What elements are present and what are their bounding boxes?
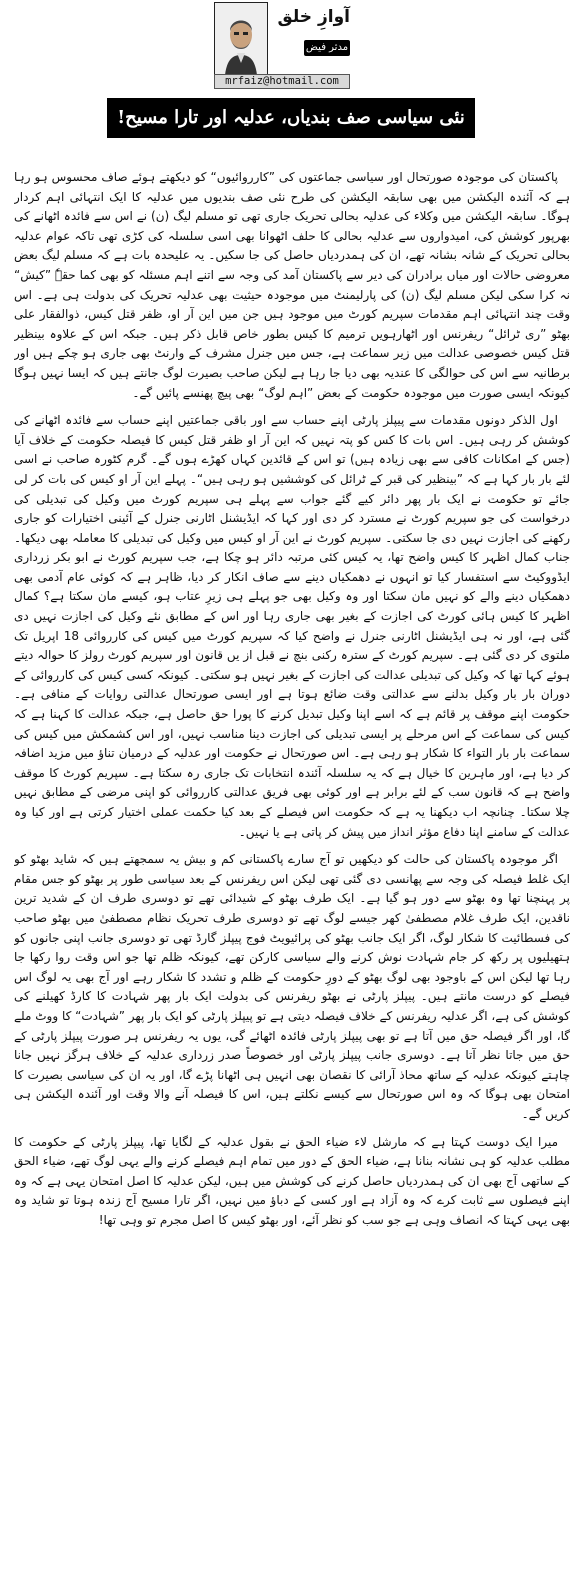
author-portrait-icon <box>215 3 267 75</box>
article-paragraph-4: میرا ایک دوست کہتا ہے کہ مارشل لاء ضیاء الحق نے بقول عدلیہ کے لگایا تھا، پیپلز پارٹی کے حکومت کا مطلب عدلیہ کو ہی نشانہ بنانا ہے، ضیاء الحق کے دور میں تمام اہم فیصلے کرنے والے یہی لوگ تھے، ضیاء الحق کے ساتھی آج بھی ان کی ہمدردیاں حاصل کرنے کی کوشش میں ہیں، لیکن عدلیہ کا اصل امتحان یہی ہے کہ وہ اپنے فیصلوں سے ثابت کرے کہ وہ آزاد ہے اور کسی کے دباؤ میں نہیں، اگر تارا مسیح آج زندہ ہوتا تو شاید وہ بھی یہی کہتا کہ انصاف وہی ہے جو سب کو نظر آئے، اور بھٹو کیس کا اصل مجرم تو وہی تھا! <box>14 1134 570 1227</box>
author-byline: مدثر فیض <box>304 40 350 56</box>
author-portrait <box>214 2 268 76</box>
article-headline: نئی سیاسی صف بندیاں، عدلیہ اور تارا مسیح! <box>107 98 475 138</box>
article-paragraph-3: اگر موجودہ پاکستان کی حالت کو دیکھیں تو آج سارے پاکستانی کم و بیش یہ سمجھتے ہیں کہ شاید بھٹو کو ایک غلط فیصلہ کی وجہ سے پھانسی دی گئی تھی لیکن اس ریفرنس کے بعد سیاسی طور پر بھٹو کو جس مقام پر پہنچنا تھا وہ بھٹو سے دور ہو گیا ہے۔ ایک طرف بھٹو کے شیدائی تھے تو دوسری طرف ان کے شدید ترین ناقدین، ایک طرف غلام مصطفیٰ کھر جیسے لوگ تھے تو دوسری طرف تحریک نظام مصطفیٰ میں بھٹو صاحب کی فسطائیت کا شکار لوگ، اگر ایک جانب بھٹو کی پرائیویٹ فوج پیپلز گارڈ تھی تو دوسری جانب اپنی جانوں کو ہتھیلیوں پر رکھ کر جام شہادت نوش کرنے والے سیاسی کارکن تھے، کیونکہ ظلم تھا جو اس وقت روا رکھا جا رہا تھا لیکن اس کے باوجود بھی لوگ بھٹو کے دورِ حکومت کے ظلم و تشدد کا شکار رہے اور آج بھی یہ لوگ اس فیصلے کو درست مانتے ہیں۔ پیپلز پارٹی نے بھٹو ریفرنس کی بدولت ایک بار پھر شہادت کا کارڈ کھیلنے کی کوشش کی ہے، اگر عدلیہ ریفرنس کے خلاف فیصلہ دیتی ہے تو پیپلز پارٹی کو ایک بار پھر ”شہادت“ کا ووٹ ملے گا، اور اگر فیصلہ حق میں آتا ہے تو بھی پیپلز پارٹی فائدہ اٹھائے گی، یوں یہ ریفرنس ہر صورت پیپلز پارٹی کے حق میں جاتا نظر آتا ہے۔ دوسری جانب پیپلز پارٹی اور خصوصاً صدر زرداری عدلیہ کے خلاف ہرگز نہیں جانا چاہتے کیونکہ عدلیہ کے ساتھ محاذ آرائی کا نقصان بھی انہیں ہی اٹھانا پڑے گا، اور یہ ان کی سیاسی بصیرت کا امتحان بھی ہوگا کہ وہ اس صورتحال سے کیسے نکلتے ہیں، اس کا فیصلہ آنے والا وقت اور آئندہ الیکشن ہی کریں گے۔ <box>14 852 570 1121</box>
column-brand-name: آوازِ خلق <box>277 7 350 27</box>
column-masthead <box>214 2 350 90</box>
article-paragraph-1: پاکستان کی موجودہ صورتحال اور سیاسی جماعتوں کی ”کارروائیوں“ کو دیکھتے ہوئے صاف محسوس ہو رہا ہے کہ آئندہ الیکشن میں بھی سابقہ الیکشن کی طرح نئی صف بندیوں میں عدلیہ کا ایک انتہائی اہم کردار ہوگا۔ سابقہ الیکشن میں وکلاء کی عدلیہ بحالی تحریک جاری تھی تو مسلم لیگ (ن) نے اس سے فائدہ اٹھانے کی بھرپور کوشش کی، امیدواروں سے عدلیہ بحالی کا حلف اٹھوانا بھی اسی سلسلہ کی کڑی تھی تاکہ عوام عدلیہ بحالی تحریک کے شانہ بشانہ تھے، ان کی ہمدردیاں حاصل کی جا سکیں۔ یہ علیحدہ بات ہے کہ مسلم لیگ بعض معروضی حالات اور میاں برادران کی دیر سے پاکستان آمد کی وجہ سے اتنے اہم مسئلہ کو بھی کما حقہٗ ”کیش“ نہ کرا سکی لیکن مسلم لیگ (ن) کی پارلیمنٹ میں موجودہ حیثیت بھی عدلیہ تحریک کی بدولت ہی ہے۔ اس وقت چند انتہائی اہم مقدمات سپریم کورٹ میں موجود ہیں جن میں این آر او، ظفر قتل کیس، ذوالفقار علی بھٹو ”ری ٹرائل“ ریفرنس اور اٹھارہویں ترمیم کا کیس بطور خاص قابل ذکر ہیں۔ جبکہ اس کے علاوہ بینظیر قتل کیس خصوصی عدالت میں زیر سماعت ہے، جس میں جنرل مشرف کے وارنٹ بھی جاری ہو چکے ہیں اور برطانیہ سے اس کی حوالگی کا عندیہ بھی دیا جا رہا ہے لیکن صاحب بصیرت لوگ جانتے ہیں کہ ایسا نہیں ہوگا کیونکہ ایسی صورت میں موجودہ حکومت کے بعض ”اہم لوگ“ بھی پیچ پھنسے پائیں گے۔ <box>14 170 570 400</box>
article-paragraph-2: اول الذکر دونوں مقدمات سے پیپلز پارٹی اپنے حساب سے اور باقی جماعتیں اپنے حساب سے فائدہ اٹھانے کی کوشش کر رہی ہیں۔ اس بات کا کس کو پتہ نہیں کہ این آر او ظفر قتل کیس کا فیصلہ حکومت کے خلاف آیا (جس کے امکانات کافی سے بھی زیادہ ہیں) تو اس کے قائدین کہاں کھڑے ہوں گے۔ گرم کٹورہ صاحب نے اسی لئے بار بار کہا ہے کہ ”بینظیر کی قبر کے ٹرائل کی کوششیں ہو رہی ہیں“۔ پہلے این آر او کیس کی بات کر لی جائے تو حکومت نے ایک بار پھر دائر کیے گئے جواب سے پہلے ہی سپریم کورٹ میں وکیل کی تبدیلی کی درخواست کی جو سپریم کورٹ نے مسترد کر دی اور کہا کہ ایڈیشنل اٹارنی جنرل کے آئینی اختیارات کو جاری رکھنے کی اجازت نہیں دی جا سکتی۔ سپریم کورٹ نے این آر او کیس میں وکیل کی تبدیلی کا معاملہ بھی دیکھا۔ جناب کمال اظہر کا کیس واضح تھا، یہ کیس کئی مرتبہ دائر ہو چکا ہے، جب سپریم کورٹ نے ابو بکر زرداری ایڈووکیٹ سے استفسار کیا تو انہوں نے دھمکیاں دینے سے صاف انکار کر دیا، ظاہر ہے کہ کوئی عام آدمی بھی دھمکیاں دینے والے کو نہیں مان سکتا اور وہ وکیل بھی جو پہلے ہی زیرِ عتاب ہو، کیسے مان سکتا ہے؟ کمال اظہر کا کیس ہائی کورٹ کی اجازت کے بغیر بھی جاری رہا اور اس کے مطابق نئے وکیل کی اجازت نہیں دی گئی ہے، اور نہ ہی ایڈیشنل اٹارنی جنرل نے واضح کیا کہ سپریم کورٹ میں کیس کی کارروائی 18 اپریل تک ملتوی کر دی گئی ہے۔ سپریم کورٹ کے سترہ رکنی بنچ نے قبل از یں قانون اور سپریم کورٹ رولز کا حوالہ دیتے ہوئے کہا تھا کہ وکیل کی تبدیلی عدالت کی اجازت کے بغیر نہیں ہو سکتی۔ کیونکہ کسی کیس کی کارروائی کے دوران بار بار وکیل بدلنے سے عدالتی وقت ضائع ہوتا ہے اور ایسی صورتحال عدالتی روایات کے منافی ہے۔ حکومت اپنے موقف پر قائم ہے کہ اسے اپنا وکیل تبدیل کرنے کا پورا حق حاصل ہے، جبکہ عدالت کا کہنا ہے کہ کیس کی سماعت کے اس مرحلے پر ایسی تبدیلی کی اجازت دینا مناسب نہیں، اور اس کشمکش میں کیس کی سماعت بار بار التواء کا شکار ہو رہی ہے۔ اس صورتحال نے حکومت اور عدلیہ کے درمیان تناؤ میں مزید اضافہ کر دیا ہے، اور ماہرین کا خیال ہے کہ یہ سلسلہ آئندہ انتخابات تک جاری رہ سکتا ہے۔ سپریم کورٹ کا موقف واضح ہے کہ قانون سب کے لئے برابر ہے اور کوئی بھی فریق عدالتی کارروائی کو اپنی مرضی کے مطابق نہیں چلا سکتا۔ چنانچہ اب دیکھنا یہ ہے کہ حکومت اس فیصلے کے بعد کیا حکمت عملی اختیار کرتی ہے اور کیا وہ عدالت کے سامنے اپنا دفاع مؤثر انداز میں پیش کر پاتی ہے یا نہیں۔ <box>14 413 570 839</box>
author-email: mrfaiz@hotmail.com <box>214 74 350 89</box>
article-body <box>14 168 570 1573</box>
